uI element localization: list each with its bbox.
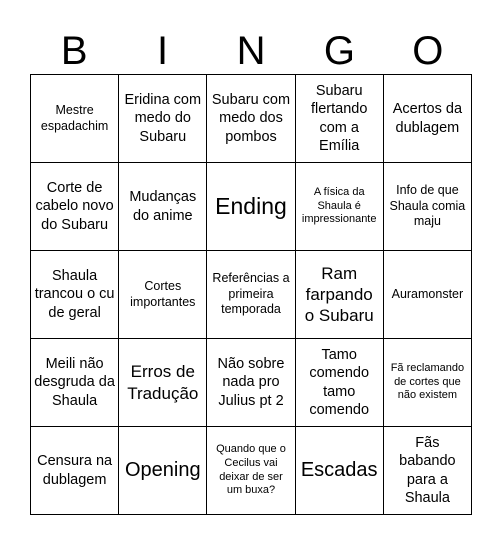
bingo-cell[interactable]: Corte de cabelo novo do Subaru <box>31 163 119 251</box>
header-letter-n: N <box>236 29 266 73</box>
bingo-cell[interactable]: Meili não desgruda da Shaula <box>31 339 119 427</box>
header-letter-g: G <box>323 29 355 73</box>
bingo-cell[interactable]: Subaru flertando com a Emília <box>296 75 384 163</box>
bingo-cell[interactable]: Opening <box>119 427 207 515</box>
bingo-cell[interactable]: Não sobre nada pro Julius pt 2 <box>207 339 295 427</box>
bingo-cell[interactable]: Escadas <box>296 427 384 515</box>
bingo-cell[interactable]: Fã reclamando de cortes que não existem <box>384 339 472 427</box>
bingo-cell[interactable]: Mestre espadachim <box>31 75 119 163</box>
bingo-cell[interactable]: Erros de Tradução <box>119 339 207 427</box>
bingo-cell[interactable]: Censura na dublagem <box>31 427 119 515</box>
bingo-cell[interactable]: Eridina com medo do Subaru <box>119 75 207 163</box>
bingo-cell[interactable]: Ending <box>207 163 295 251</box>
bingo-cell[interactable]: Info de que Shaula comia maju <box>384 163 472 251</box>
bingo-grid <box>30 74 472 515</box>
bingo-header <box>30 28 472 74</box>
bingo-cell[interactable]: Referências a primeira temporada <box>207 251 295 339</box>
header-letter-o: O <box>412 29 444 73</box>
bingo-cell[interactable]: Quando que o Cecilus vai deixar de ser um buxa? <box>207 427 295 515</box>
bingo-cell[interactable]: Subaru com medo dos pombos <box>207 75 295 163</box>
bingo-cell[interactable]: A física da Shaula é impressionante <box>296 163 384 251</box>
bingo-cell[interactable]: Shaula trancou o cu de geral <box>31 251 119 339</box>
header-letter-i: I <box>157 29 169 73</box>
bingo-cell[interactable]: Tamo comendo tamo comendo <box>296 339 384 427</box>
bingo-cell[interactable]: Auramonster <box>384 251 472 339</box>
bingo-cell[interactable]: Acertos da dublagem <box>384 75 472 163</box>
header-letter-b: B <box>60 29 88 73</box>
bingo-cell[interactable]: Cortes importantes <box>119 251 207 339</box>
bingo-cell[interactable]: Fãs babando para a Shaula <box>384 427 472 515</box>
bingo-cell[interactable]: Ram farpando o Subaru <box>296 251 384 339</box>
bingo-cell[interactable]: Mudanças do anime <box>119 163 207 251</box>
